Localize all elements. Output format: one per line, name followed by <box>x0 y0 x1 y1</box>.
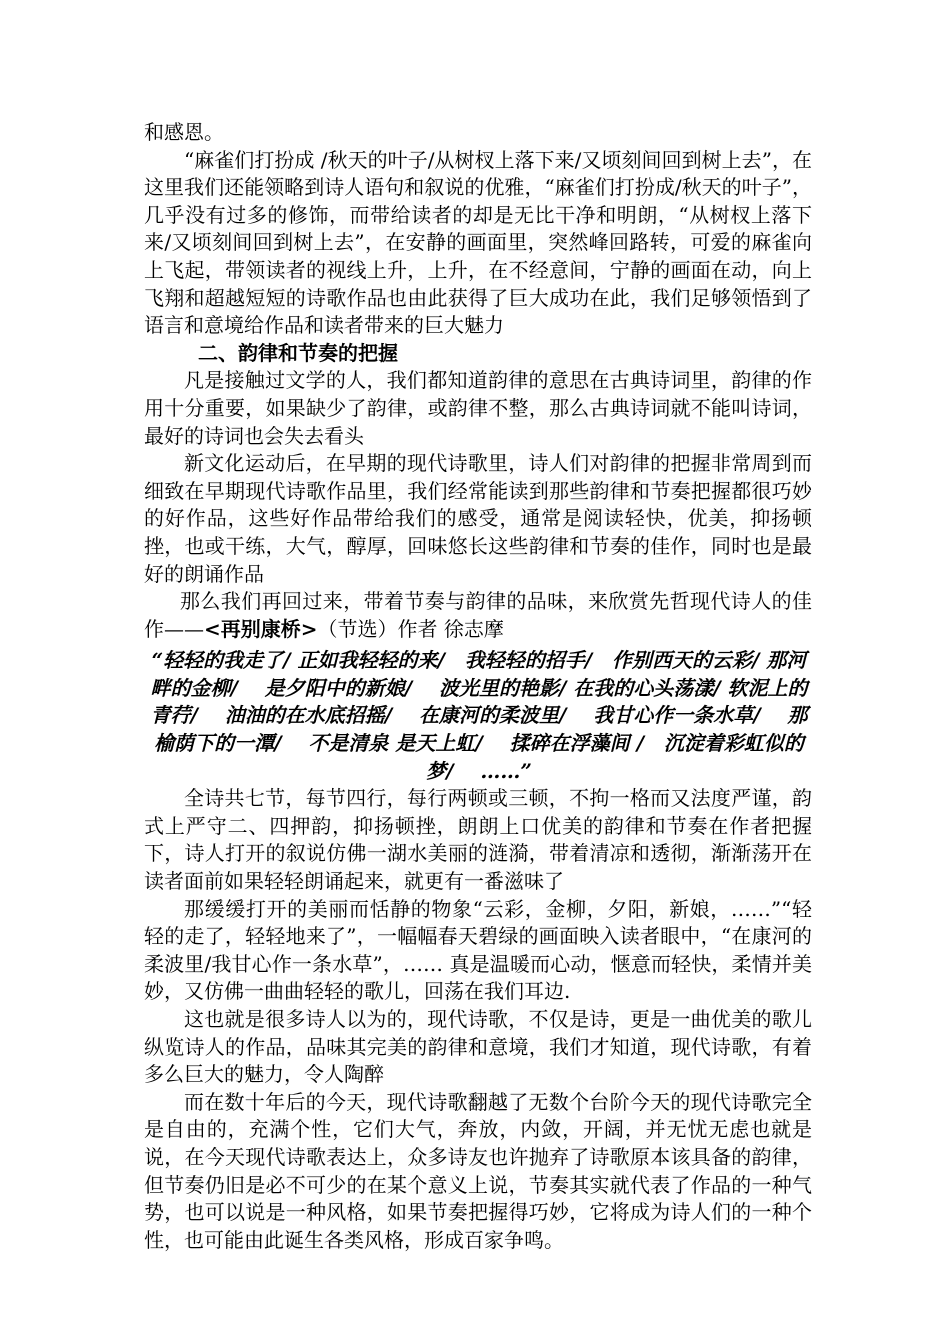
paragraph-new-culture: 新文化运动后，在早期的现代诗歌里，诗人们对韵律的把握非常周到而细致在早期现代诗歌作品里，我们经常能读到那些韵律和节奏把握都很巧妙的好作品，这些好作品带给我们的感受，通常是阅读轻快，优美，抑扬顿挫，也或干练，大气，醇厚，回味悠长这些韵律和节奏的佳作，同时也是最好的朗诵作品 <box>144 451 812 586</box>
paragraph-modern-poetry: 这也就是很多诗人以为的，现代诗歌，不仅是诗，更是一曲优美的歌儿纵览诗人的作品，品味其完美的韵律和意境，我们才知道，现代诗歌，有着多么巨大的魅力，令人陶醉 <box>144 1007 812 1087</box>
paragraph-poem-analysis: 全诗共七节，每节四行，每行两顿或三顿，不拘一格而又法度严谨，韵式上严守二、四押韵，抑扬顿挫，朗朗上口优美的韵律和节奏在作者把握下，诗人打开的叙说仿佛一湖水美丽的涟漪，带着清凉和透彻，渐渐荡开在读者面前如果轻轻朗诵起来，就更有一番滋味了 <box>144 786 812 894</box>
section-heading-rhythm: 二、韵律和节奏的把握 <box>198 340 398 365</box>
poem-author: （节选）作者 徐志摩 <box>317 616 504 641</box>
paragraph-sparrow-analysis: “麻雀们打扮成 /秋天的叶子/从树杈上落下来/又顷刻间回到树上去”，在这里我们还能领略到诗人语句和叙说的优雅，“麻雀们打扮成/秋天的叶子”，几乎没有过多的修饰，而带给读者的却是无比干净和明朗，“从树杈上落下来/又顷刻间回到树上去”，在安静的画面里，突然峰回路转，可爱的麻雀向上飞起，带领读者的视线上升，上升，在不经意间，宁静的画面在动，向上飞翔和超越短短的诗歌作品也由此获得了巨大成功在此，我们足够领悟到了语言和意境给作品和读者带来的巨大魅力 <box>144 147 812 338</box>
paragraph-classical-rhyme: 凡是接触过文学的人，我们都知道韵律的意思在古典诗词里，韵律的作用十分重要，如果缺少了韵律，或韵律不整，那么古典诗词就不能叫诗词，最好的诗词也会失去看头 <box>144 368 812 448</box>
poem-excerpt: “轻轻的我走了/ 正如我轻轻的来/ 我轻轻的招手/ 作别西天的云彩/ 那河畔的金柳/ 是夕阳中的新娘/ 波光里的艳影/ 在我的心头荡漾/ 软泥上的青荇/ 油油的在水底招摇/ 在康河的柔波里/ 我甘心作一条水草/ 那榆荫下的一潭/ 不是清泉 是天上虹/ 揉碎在浮藻间 / 沉淀着彩虹似的梦/ ……” <box>150 648 808 783</box>
poem-intro-text: 那么我们再回过来，带着节奏与韵律的品味，来欣赏先哲现代诗人的佳作—— <box>144 589 812 641</box>
document-body <box>144 119 812 1254</box>
paragraph-today-poetry: 而在数十年后的今天，现代诗歌翻越了无数个台阶今天的现代诗歌完全是自由的，充满个性，它们大气，奔放，内敛，开阔，并无忧无虑也就是说，在今天现代诗歌表达上，众多诗友也许抛弃了诗歌原本该具备的韵律，但节奏仍旧是必不可少的在某个意义上说，节奏其实就代表了作品的一种气势，也可以说是一种风格，如果节奏把握得巧妙，它将成为诗人们的一种个性，也可能由此诞生各类风格，形成百家争鸣。 <box>144 1089 812 1252</box>
paragraph-0: 和感恩。 <box>144 120 224 144</box>
poem-title: <再别康桥> <box>204 616 318 641</box>
paragraph-poem-intro <box>144 588 812 643</box>
paragraph-imagery: 那缓缓打开的美丽而恬静的物象“云彩，金柳，夕阳，新娘，……”“轻轻的走了，轻轻地来了”，一幅幅春天碧绿的画面映入读者眼中，“在康河的柔波里/我甘心作一条水草”，…… 真是温暖而心动，惬意而轻快，柔情并美妙，又仿佛一曲曲轻轻的歌儿，回荡在我们耳边. <box>144 896 812 1004</box>
